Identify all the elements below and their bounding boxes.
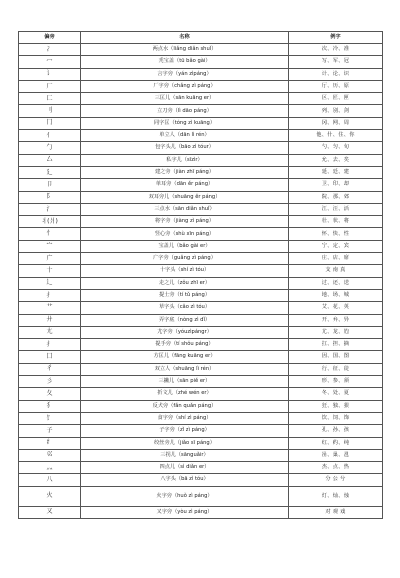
- table-row: [19, 289, 383, 301]
- table-row: [19, 400, 383, 412]
- name-cell: 食字旁（shí zì páng）: [81, 412, 289, 424]
- name-cell: 十字头（shí zì tóu）: [81, 265, 289, 277]
- examples-cell: 计、论、识: [289, 68, 383, 80]
- examples-cell: 庄、店、席: [289, 253, 383, 265]
- table-row: [19, 179, 383, 191]
- table-row: [19, 425, 383, 437]
- name-cell: 三拐儿（sānguǎir）: [81, 449, 289, 461]
- radical-cell: 勹: [19, 142, 81, 154]
- radical-cell: 丬(爿): [19, 216, 81, 228]
- radical-cell: 饣: [19, 412, 81, 424]
- radical-cell: 犭: [19, 400, 81, 412]
- radical-cell: 扌: [19, 339, 81, 351]
- examples-cell: 过、还、送: [289, 277, 383, 289]
- name-cell: 火字旁（huǒ zì páng）: [81, 486, 289, 506]
- table-body: [19, 44, 383, 519]
- name-cell: 单耳旁（dān ěr páng）: [81, 179, 289, 191]
- table-row: [19, 339, 383, 351]
- name-cell: 八字头（bā zì tóu）: [81, 474, 289, 486]
- name-cell: 提土旁（tí tǔ páng）: [81, 289, 289, 301]
- name-cell: 三点水（sān diǎn shuǐ）: [81, 203, 289, 215]
- name-cell: 绞丝旁儿（jiǎo sī páng）: [81, 437, 289, 449]
- radical-cell: 灬: [19, 462, 81, 474]
- table-row: [19, 486, 383, 506]
- examples-cell: 行、征、徒: [289, 363, 383, 375]
- name-cell: 提手旁（tí shǒu páng）: [81, 339, 289, 351]
- examples-cell: 分 公 兮: [289, 474, 383, 486]
- table-row: [19, 44, 383, 56]
- name-cell: 三匡儿（sān kuāng er）: [81, 93, 289, 105]
- radical-cell: 巛: [19, 449, 81, 461]
- table-row: [19, 191, 383, 203]
- radical-cell: 艹: [19, 302, 81, 314]
- header-radical: 偏旁: [19, 32, 81, 44]
- header-name: 名称: [81, 32, 289, 44]
- examples-cell: 写、军、冠: [289, 56, 383, 68]
- radical-cell: 尢: [19, 326, 81, 338]
- name-cell: 两点水（liǎng diǎn shuǐ）: [81, 44, 289, 56]
- name-cell: 建之旁（jiàn zhī páng）: [81, 166, 289, 178]
- radical-cell: 忄: [19, 228, 81, 240]
- table-row: [19, 93, 383, 105]
- radical-cell: 宀: [19, 240, 81, 252]
- radical-cell: 刂: [19, 105, 81, 117]
- table-row: [19, 314, 383, 326]
- name-cell: 又字旁（yòu zì páng）: [81, 506, 289, 518]
- radical-cell: 厶: [19, 154, 81, 166]
- table-row: [19, 216, 383, 228]
- radical-cell: 廴: [19, 166, 81, 178]
- radical-cell: 广: [19, 253, 81, 265]
- table-row: [19, 203, 383, 215]
- radical-cell: 子: [19, 425, 81, 437]
- radical-cell: 氵: [19, 203, 81, 215]
- radical-table-sheet: [18, 31, 382, 519]
- examples-cell: 区、匠、匣: [289, 93, 383, 105]
- examples-cell: 次、冷、准: [289, 44, 383, 56]
- examples-cell: 对 观 戏: [289, 506, 383, 518]
- examples-cell: 红、约、纯: [289, 437, 383, 449]
- radical-cell: 讠: [19, 68, 81, 80]
- name-cell: 广字旁（guǎng zì páng）: [81, 253, 289, 265]
- radical-cell: 匚: [19, 93, 81, 105]
- table-row: [19, 130, 383, 142]
- name-cell: 四点儿（sì diǎn er）: [81, 462, 289, 474]
- table-row: [19, 302, 383, 314]
- table-row: [19, 437, 383, 449]
- table-row: [19, 240, 383, 252]
- table-row: [19, 142, 383, 154]
- table-row: [19, 462, 383, 474]
- examples-cell: 勺、匀、旬: [289, 142, 383, 154]
- examples-cell: 允、去、矣: [289, 154, 383, 166]
- examples-cell: 甾、巢、邕: [289, 449, 383, 461]
- table-row: [19, 265, 383, 277]
- name-cell: 秃宝盖（tū bǎo gài）: [81, 56, 289, 68]
- examples-cell: 冈、网、周: [289, 117, 383, 129]
- examples-cell: 卫、印、却: [289, 179, 383, 191]
- name-cell: 反犬旁（fǎn quǎn páng）: [81, 400, 289, 412]
- radical-cell: 辶: [19, 277, 81, 289]
- table-row: [19, 449, 383, 461]
- table-header-row: [19, 32, 383, 44]
- name-cell: 言字旁（yán zìpáng）: [81, 68, 289, 80]
- examples-cell: 壮、状、将: [289, 216, 383, 228]
- name-cell: 单立人（dān lì rén）: [81, 130, 289, 142]
- table-row: [19, 154, 383, 166]
- radical-cell: 纟: [19, 437, 81, 449]
- name-cell: 竖心旁（shù xīn páng）: [81, 228, 289, 240]
- table-row: [19, 166, 383, 178]
- examples-cell: 怀、快、性: [289, 228, 383, 240]
- radical-cell: 厂: [19, 80, 81, 92]
- radical-cell: 夂: [19, 388, 81, 400]
- examples-cell: 狂、独、狠: [289, 400, 383, 412]
- table-row: [19, 117, 383, 129]
- examples-cell: 厅、历、原: [289, 80, 383, 92]
- name-cell: 折文儿（zhé wén er）: [81, 388, 289, 400]
- table-row: [19, 326, 383, 338]
- radical-cell: 扌: [19, 289, 81, 301]
- table-row: [19, 105, 383, 117]
- radical-cell: 又: [19, 506, 81, 518]
- examples-cell: 地、场、城: [289, 289, 383, 301]
- table-row: [19, 228, 383, 240]
- table-row: [19, 351, 383, 363]
- table-row: [19, 80, 383, 92]
- examples-cell: 扛、担、摘: [289, 339, 383, 351]
- radical-cell: 冖: [19, 56, 81, 68]
- examples-cell: 形、参、须: [289, 376, 383, 388]
- examples-cell: 杰、点、热: [289, 462, 383, 474]
- name-cell: 将字旁（jiàng zì páng）: [81, 216, 289, 228]
- examples-cell: 冬、处、夏: [289, 388, 383, 400]
- radical-cell: 亻: [19, 130, 81, 142]
- table-row: [19, 253, 383, 265]
- examples-cell: 因、国、图: [289, 351, 383, 363]
- name-cell: 方匡儿（fāng kuāng er）: [81, 351, 289, 363]
- examples-cell: 院、那、郊: [289, 191, 383, 203]
- name-cell: 尤字旁（yóuzìpángr）: [81, 326, 289, 338]
- radical-cell: 火: [19, 486, 81, 506]
- examples-cell: 江、汪、活: [289, 203, 383, 215]
- name-cell: 双立人（shuāng lì rén）: [81, 363, 289, 375]
- radical-cell: 廾: [19, 314, 81, 326]
- name-cell: 宝盖儿（bǎo gài er）: [81, 240, 289, 252]
- radical-cell: 彳: [19, 363, 81, 375]
- table-row: [19, 474, 383, 486]
- examples-cell: 灯、灿、烛: [289, 486, 383, 506]
- name-cell: 私字儿（sīzìr）: [81, 154, 289, 166]
- name-cell: 走之儿（zǒu zhī er）: [81, 277, 289, 289]
- name-cell: 立刀旁（lì dāo páng）: [81, 105, 289, 117]
- examples-cell: 尤、龙、尥: [289, 326, 383, 338]
- table-row: [19, 363, 383, 375]
- table-row: [19, 412, 383, 424]
- name-cell: 弄字底（nòng zì dǐ）: [81, 314, 289, 326]
- examples-cell: 艾、花、英: [289, 302, 383, 314]
- examples-cell: 宁、定、宾: [289, 240, 383, 252]
- examples-cell: 饮、饲、饰: [289, 412, 383, 424]
- name-cell: 厂字旁（chǎng zì páng）: [81, 80, 289, 92]
- examples-cell: 孔、孙、孩: [289, 425, 383, 437]
- name-cell: 包字头儿（bāo zì tóur）: [81, 142, 289, 154]
- table-row: [19, 506, 383, 518]
- name-cell: 草字头（cǎo zì tóu）: [81, 302, 289, 314]
- name-cell: 子字旁（zǐ zì páng）: [81, 425, 289, 437]
- table-row: [19, 56, 383, 68]
- radical-cell: 冂: [19, 117, 81, 129]
- radical-cell: 八: [19, 474, 81, 486]
- radical-cell: 卩: [19, 179, 81, 191]
- table-row: [19, 388, 383, 400]
- examples-cell: 支 南 真: [289, 265, 383, 277]
- table-row: [19, 376, 383, 388]
- examples-cell: 延、廷、建: [289, 166, 383, 178]
- examples-cell: 开、弁、异: [289, 314, 383, 326]
- name-cell: 双耳旁儿（shuāng ěr páng）: [81, 191, 289, 203]
- radical-cell: 彡: [19, 376, 81, 388]
- name-cell: 同字匡（tóng zì kuāng）: [81, 117, 289, 129]
- radical-cell: 囗: [19, 351, 81, 363]
- radical-cell: 十: [19, 265, 81, 277]
- examples-cell: 列、别、剑: [289, 105, 383, 117]
- examples-cell: 他、什、住、你: [289, 130, 383, 142]
- radical-cell: 冫: [19, 44, 81, 56]
- radical-cell: 阝: [19, 191, 81, 203]
- table-row: [19, 68, 383, 80]
- table-row: [19, 277, 383, 289]
- radical-table: [18, 31, 383, 519]
- name-cell: 三撇儿（sān piě er）: [81, 376, 289, 388]
- header-examples: 例字: [289, 32, 383, 44]
